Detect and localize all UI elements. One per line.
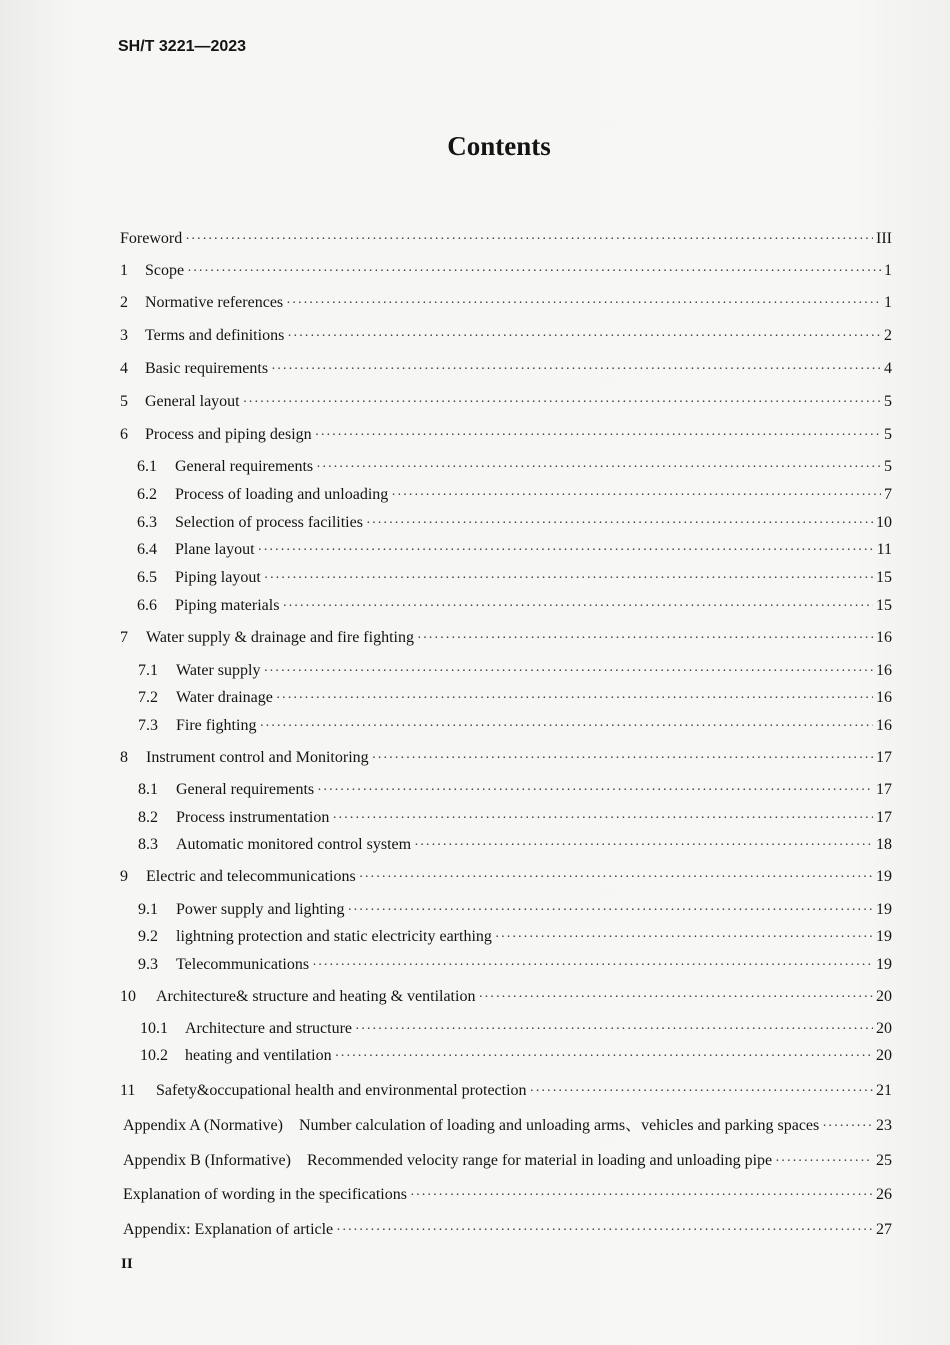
toc-entry-page: 19 (876, 956, 892, 973)
toc-entry-page: 5 (884, 426, 892, 443)
toc-leader-dots (317, 780, 873, 800)
toc-entry-appendix-a[interactable] (123, 1116, 892, 1136)
toc-entry-10[interactable] (120, 987, 892, 1007)
toc-entry-page: 1 (884, 262, 892, 279)
toc-entry-number: 8 (120, 749, 128, 766)
toc-entry-label: Fire fighting (176, 717, 257, 734)
toc-leader-dots (185, 229, 873, 249)
toc-entry-page: 16 (876, 717, 892, 734)
toc-leader-dots (264, 568, 873, 588)
toc-entry-label: Appendix: Explanation of article (123, 1221, 334, 1238)
toc-entry-label: Terms and definitions (145, 327, 285, 344)
toc-entry-1[interactable] (120, 261, 892, 281)
toc-leader-dots (478, 987, 873, 1007)
toc-entry-page: 21 (876, 1082, 892, 1099)
toc-entry-page: 10 (876, 514, 892, 531)
toc-entry-7[interactable] (120, 628, 892, 648)
toc-entry-page: 20 (876, 1047, 892, 1064)
toc-entry-number: 9.1 (138, 901, 158, 918)
toc-leader-dots (417, 628, 873, 648)
toc-leader-dots (259, 716, 873, 736)
toc-entry-6-2[interactable] (137, 485, 892, 505)
toc-entry-6[interactable] (120, 425, 892, 445)
toc-entry-label: heating and ventilation (185, 1047, 332, 1064)
toc-entry-label: Automatic monitored control system (176, 836, 412, 853)
toc-entry-label: Normative references (145, 294, 284, 311)
toc-entry-page: 2 (884, 327, 892, 344)
toc-entry-page: 27 (876, 1221, 892, 1238)
toc-leader-dots (258, 540, 874, 560)
toc-entry-number: 5 (120, 393, 128, 410)
toc-entry-page: 19 (876, 901, 892, 918)
toc-entry-label: Water supply (176, 662, 261, 679)
toc-entry-number: 6.2 (137, 486, 157, 503)
toc-leader-dots (187, 261, 881, 281)
toc-entry-number: 6.4 (137, 541, 157, 558)
toc-entry-6-4[interactable] (137, 540, 892, 560)
toc-entry-number: 6.6 (137, 597, 157, 614)
toc-entry-page: 23 (876, 1117, 892, 1134)
toc-entry-page: 25 (876, 1152, 892, 1169)
toc-entry-number: 8.2 (138, 809, 158, 826)
page-title: Contents (447, 131, 551, 161)
toc-leader-dots (312, 955, 873, 975)
toc-entry-label: Power supply and lighting (176, 901, 345, 918)
toc-entry-3[interactable] (120, 326, 892, 346)
toc-leader-dots (336, 1220, 873, 1240)
toc-entry-number: 7.3 (138, 717, 158, 734)
toc-entry-6-5[interactable] (137, 568, 892, 588)
toc-entry-label: Selection of process facilities (175, 514, 363, 531)
toc-leader-dots (286, 293, 881, 313)
toc-entry-number: 2 (120, 294, 128, 311)
toc-entry-label: Telecommunications (176, 956, 310, 973)
toc-leader-dots (530, 1081, 873, 1101)
toc-entry-number: 6.3 (137, 514, 157, 531)
toc-leader-dots (276, 688, 873, 708)
toc-leader-dots (372, 748, 873, 768)
toc-entry-label: Water supply & drainage and fire fighting (146, 629, 414, 646)
toc-entry-page: 5 (884, 393, 892, 410)
toc-entry-page: 18 (876, 836, 892, 853)
toc-entry-number: 3 (120, 327, 128, 344)
toc-entry-label: Architecture and structure (185, 1020, 353, 1037)
toc-leader-dots (243, 392, 881, 412)
toc-entry-number: 8.3 (138, 836, 158, 853)
toc-entry-page: 26 (876, 1186, 892, 1203)
toc-entry-page: 17 (876, 809, 892, 826)
toc-leader-dots (410, 1185, 873, 1205)
toc-entry-label: General requirements (176, 781, 315, 798)
toc-entry-number: 9 (120, 868, 128, 885)
page-number: II (121, 1256, 133, 1272)
toc-entry-number: 10 (120, 988, 136, 1005)
toc-entry-label: lightning protection and static electricity earthing (176, 928, 492, 945)
toc-leader-dots (495, 927, 873, 947)
toc-entry-7-3[interactable] (138, 716, 892, 736)
toc-entry-page: 16 (876, 629, 892, 646)
toc-entry-label: Process and piping design (145, 426, 312, 443)
toc-entry-number: 10.2 (140, 1047, 168, 1064)
toc-entry-page: 15 (876, 569, 892, 586)
toc-leader-dots (335, 1046, 873, 1066)
toc-entry-9-1[interactable] (138, 900, 892, 920)
toc-entry-page: 15 (876, 597, 892, 614)
toc-entry-page: III (876, 230, 892, 247)
toc-entry-number: 1 (120, 262, 128, 279)
toc-entry-page: 20 (876, 988, 892, 1005)
toc-entry-appendix-b[interactable] (123, 1151, 892, 1171)
toc-leader-dots (287, 326, 881, 346)
toc-leader-dots (316, 457, 881, 477)
toc-entry-label: Basic requirements (145, 360, 269, 377)
toc-entry-11[interactable] (120, 1081, 892, 1101)
toc-leader-dots (391, 485, 881, 505)
toc-entry-label: Architecture& structure and heating & ventilation (156, 988, 476, 1005)
toc-entry-number: 9.2 (138, 928, 158, 945)
toc-entry-label: Foreword (120, 230, 183, 247)
toc-entry-explanation-wording[interactable] (123, 1185, 892, 1205)
toc-entry-number: 6 (120, 426, 128, 443)
toc-entry-label: General requirements (175, 458, 314, 475)
toc-leader-dots (775, 1151, 873, 1171)
toc-leader-dots (263, 661, 873, 681)
toc-entry-9[interactable] (120, 867, 892, 887)
toc-entry-page: 19 (876, 868, 892, 885)
toc-entry-label: Plane layout (175, 541, 255, 558)
toc-entry-number: 7.2 (138, 689, 158, 706)
toc-leader-dots (347, 900, 873, 920)
toc-leader-dots (315, 425, 881, 445)
toc-entry-page: 1 (884, 294, 892, 311)
toc-entry-10-1[interactable] (140, 1019, 892, 1039)
toc-entry-explanation-article[interactable] (123, 1220, 892, 1240)
toc-entry-number: 11 (120, 1082, 136, 1099)
toc-entry-7-2[interactable] (138, 688, 892, 708)
toc-leader-dots (271, 359, 881, 379)
toc-entry-number: 9.3 (138, 956, 158, 973)
toc-entry-page: 17 (876, 781, 892, 798)
toc-entry-label: Safety&occupational health and environmental protection (156, 1082, 527, 1099)
toc-entry-label: Process of loading and unloading (175, 486, 389, 503)
toc-entry-page: 19 (876, 928, 892, 945)
toc-leader-dots (332, 808, 873, 828)
toc-entry-10-2[interactable] (140, 1046, 892, 1066)
toc-entry-5[interactable] (120, 392, 892, 412)
toc-entry-8-2[interactable] (138, 808, 892, 828)
toc-entry-label: Piping materials (175, 597, 280, 614)
toc-leader-dots (822, 1116, 873, 1136)
toc-entry-page: 16 (876, 662, 892, 679)
toc-entry-page: 5 (884, 458, 892, 475)
toc-entry-8-3[interactable] (138, 835, 892, 855)
toc-entry-label: Instrument control and Monitoring (146, 749, 369, 766)
toc-entry-number: 8.1 (138, 781, 158, 798)
toc-entry-8-1[interactable] (138, 780, 892, 800)
toc-entry-6-1[interactable] (137, 457, 892, 477)
toc-entry-page: 16 (876, 689, 892, 706)
standard-code: SH/T 3221—2023 (118, 38, 247, 55)
toc-entry-page: 20 (876, 1020, 892, 1037)
toc-entry-page: 7 (884, 486, 892, 503)
toc-entry-number: 6.1 (137, 458, 157, 475)
toc-entry-7-1[interactable] (138, 661, 892, 681)
toc-entry-label: Explanation of wording in the specifications (123, 1186, 407, 1203)
toc-entry-number: 10.1 (140, 1020, 168, 1037)
toc-entry-2[interactable] (120, 293, 892, 313)
toc-entry-label: General layout (145, 393, 240, 410)
toc-leader-dots (359, 867, 873, 887)
toc-entry-label: Electric and telecommunications (146, 868, 356, 885)
toc-entry-6-3[interactable] (137, 513, 892, 533)
toc-entry-foreword[interactable] (120, 229, 892, 249)
toc-entry-label: Appendix A (Normative) Number calculation of loading and unloading arms、vehicles and parking spaces (123, 1117, 820, 1134)
toc-entry-number: 7.1 (138, 662, 158, 679)
toc-entry-number: 6.5 (137, 569, 157, 586)
toc-entry-label: Piping layout (175, 569, 261, 586)
toc-entry-4[interactable] (120, 359, 892, 379)
toc-leader-dots (414, 835, 873, 855)
toc-entry-label: Scope (145, 262, 185, 279)
toc-entry-label: Appendix B (Informative) Recommended velocity range for material in loading and unloading pipe (123, 1152, 773, 1169)
toc-entry-8[interactable] (120, 748, 892, 768)
toc-entry-6-6[interactable] (137, 596, 892, 616)
toc-entry-page: 11 (876, 541, 892, 558)
toc-leader-dots (366, 513, 873, 533)
toc-entry-label: Process instrumentation (176, 809, 330, 826)
toc-entry-page: 17 (876, 749, 892, 766)
toc-entry-number: 7 (120, 629, 128, 646)
toc-leader-dots (282, 596, 873, 616)
toc-entry-page: 4 (884, 360, 892, 377)
toc-leader-dots (355, 1019, 873, 1039)
toc-entry-9-3[interactable] (138, 955, 892, 975)
toc-entry-9-2[interactable] (138, 927, 892, 947)
toc-entry-number: 4 (120, 360, 128, 377)
toc-entry-label: Water drainage (176, 689, 273, 706)
